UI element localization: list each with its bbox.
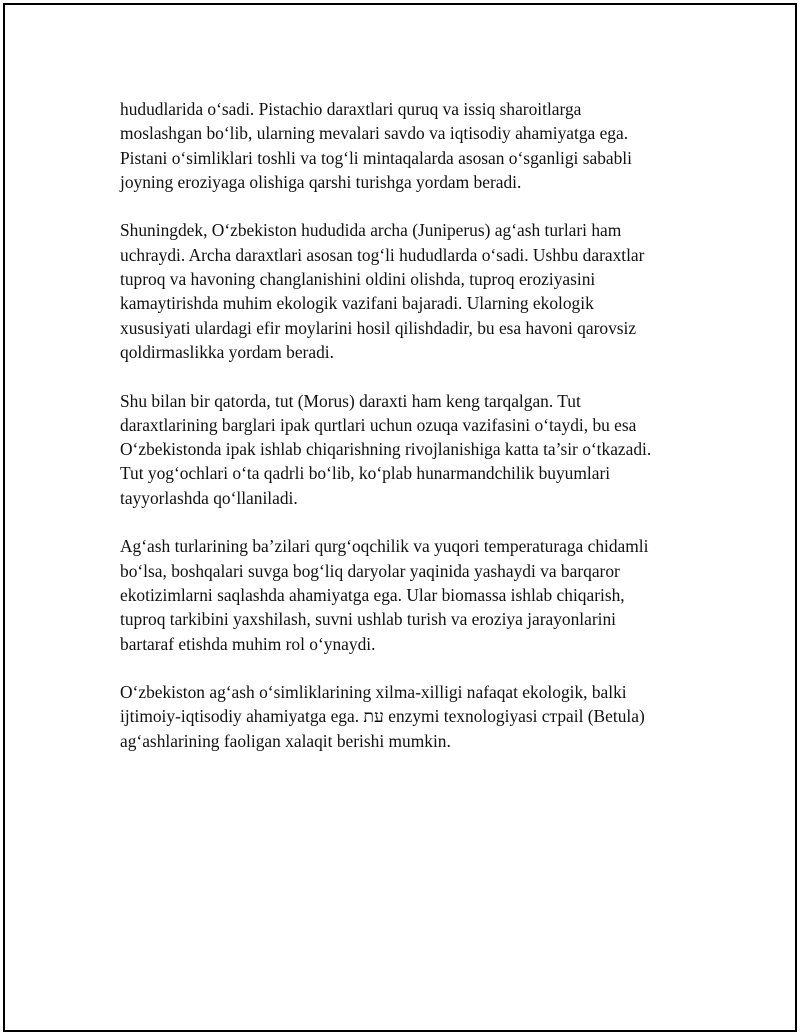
paragraph-tut: Shu bilan bir qatorda, tut (Morus) daraxti ham keng tarqalgan. Tut daraxtlarining barglari ipak qurtlari uchun ozuqa vazifasini o‘taydi, bu esa O‘zbekistonda ipak ishlab chiqarishning rivojlanishiga katta ta’sir o‘tkazadi. Tut yog‘ochlari o‘ta qadrli bo‘lib, ko‘plab hunarmandchilik buyumlari tayyorlashda qo‘llaniladi. bbox=[120, 390, 652, 508]
document-page bbox=[3, 3, 797, 1032]
paragraph-pistachio: hududlarida o‘sadi. Pistachio daraxtlari quruq va issiq sharoitlarga moslashgan bo‘lib, ularning mevalari savdo va iqtisodiy ahamiyatga ega. Pistani o‘simliklari toshli va tog‘li mintaqalarda asosan o‘sganligi sababli joyning eroziyaga olishiga qarshi turishga yordam beradi. bbox=[120, 99, 632, 192]
paragraph-archa: Shuningdek, O‘zbekiston hududida archa (Juniperus) ag‘ash turlari ham uchraydi. Archa daraxtlari asosan tog‘li hududlarda o‘sadi. Ushbu daraxtlar tuproq va havoning changlanishini oldini olishda, tuproq eroziyasini kamaytirishda muhim ekologik vazifani bajaradi. Ularning ekologik xususiyati ulardagi efir moylarini hosil qilishdadir, bu esa havoni qarovsiz qoldirmaslikka yordam beradi. bbox=[120, 220, 645, 362]
paragraph-xilma-xillik: O‘zbekiston ag‘ash o‘simliklarining xilma-xilligi nafaqat ekologik, balki ijtimoiy-iqtisodiy ahamiyatga ega. עת enzymi texnologiyasi страil (Betula) ag‘ashlarining faoligan xalaqit berishi mumkin. bbox=[120, 682, 645, 751]
paragraph-agash-turlari: Ag‘ash turlarining ba’zilari qurg‘oqchilik va yuqori temperaturaga chidamli bo‘lsa, boshqalari suvga bog‘liq daryolar yaqinida yashaydi va barqaror ekotizimlarni saqlashda ahamiyatga ega. Ular biomassa ishlab chiqarish, tuproq tarkibini yaxshilash, suvni ushlab turish va eroziya jarayonlarini bartaraf etishda muhim rol o‘ynaydi. bbox=[120, 536, 649, 654]
document-body bbox=[120, 97, 690, 777]
